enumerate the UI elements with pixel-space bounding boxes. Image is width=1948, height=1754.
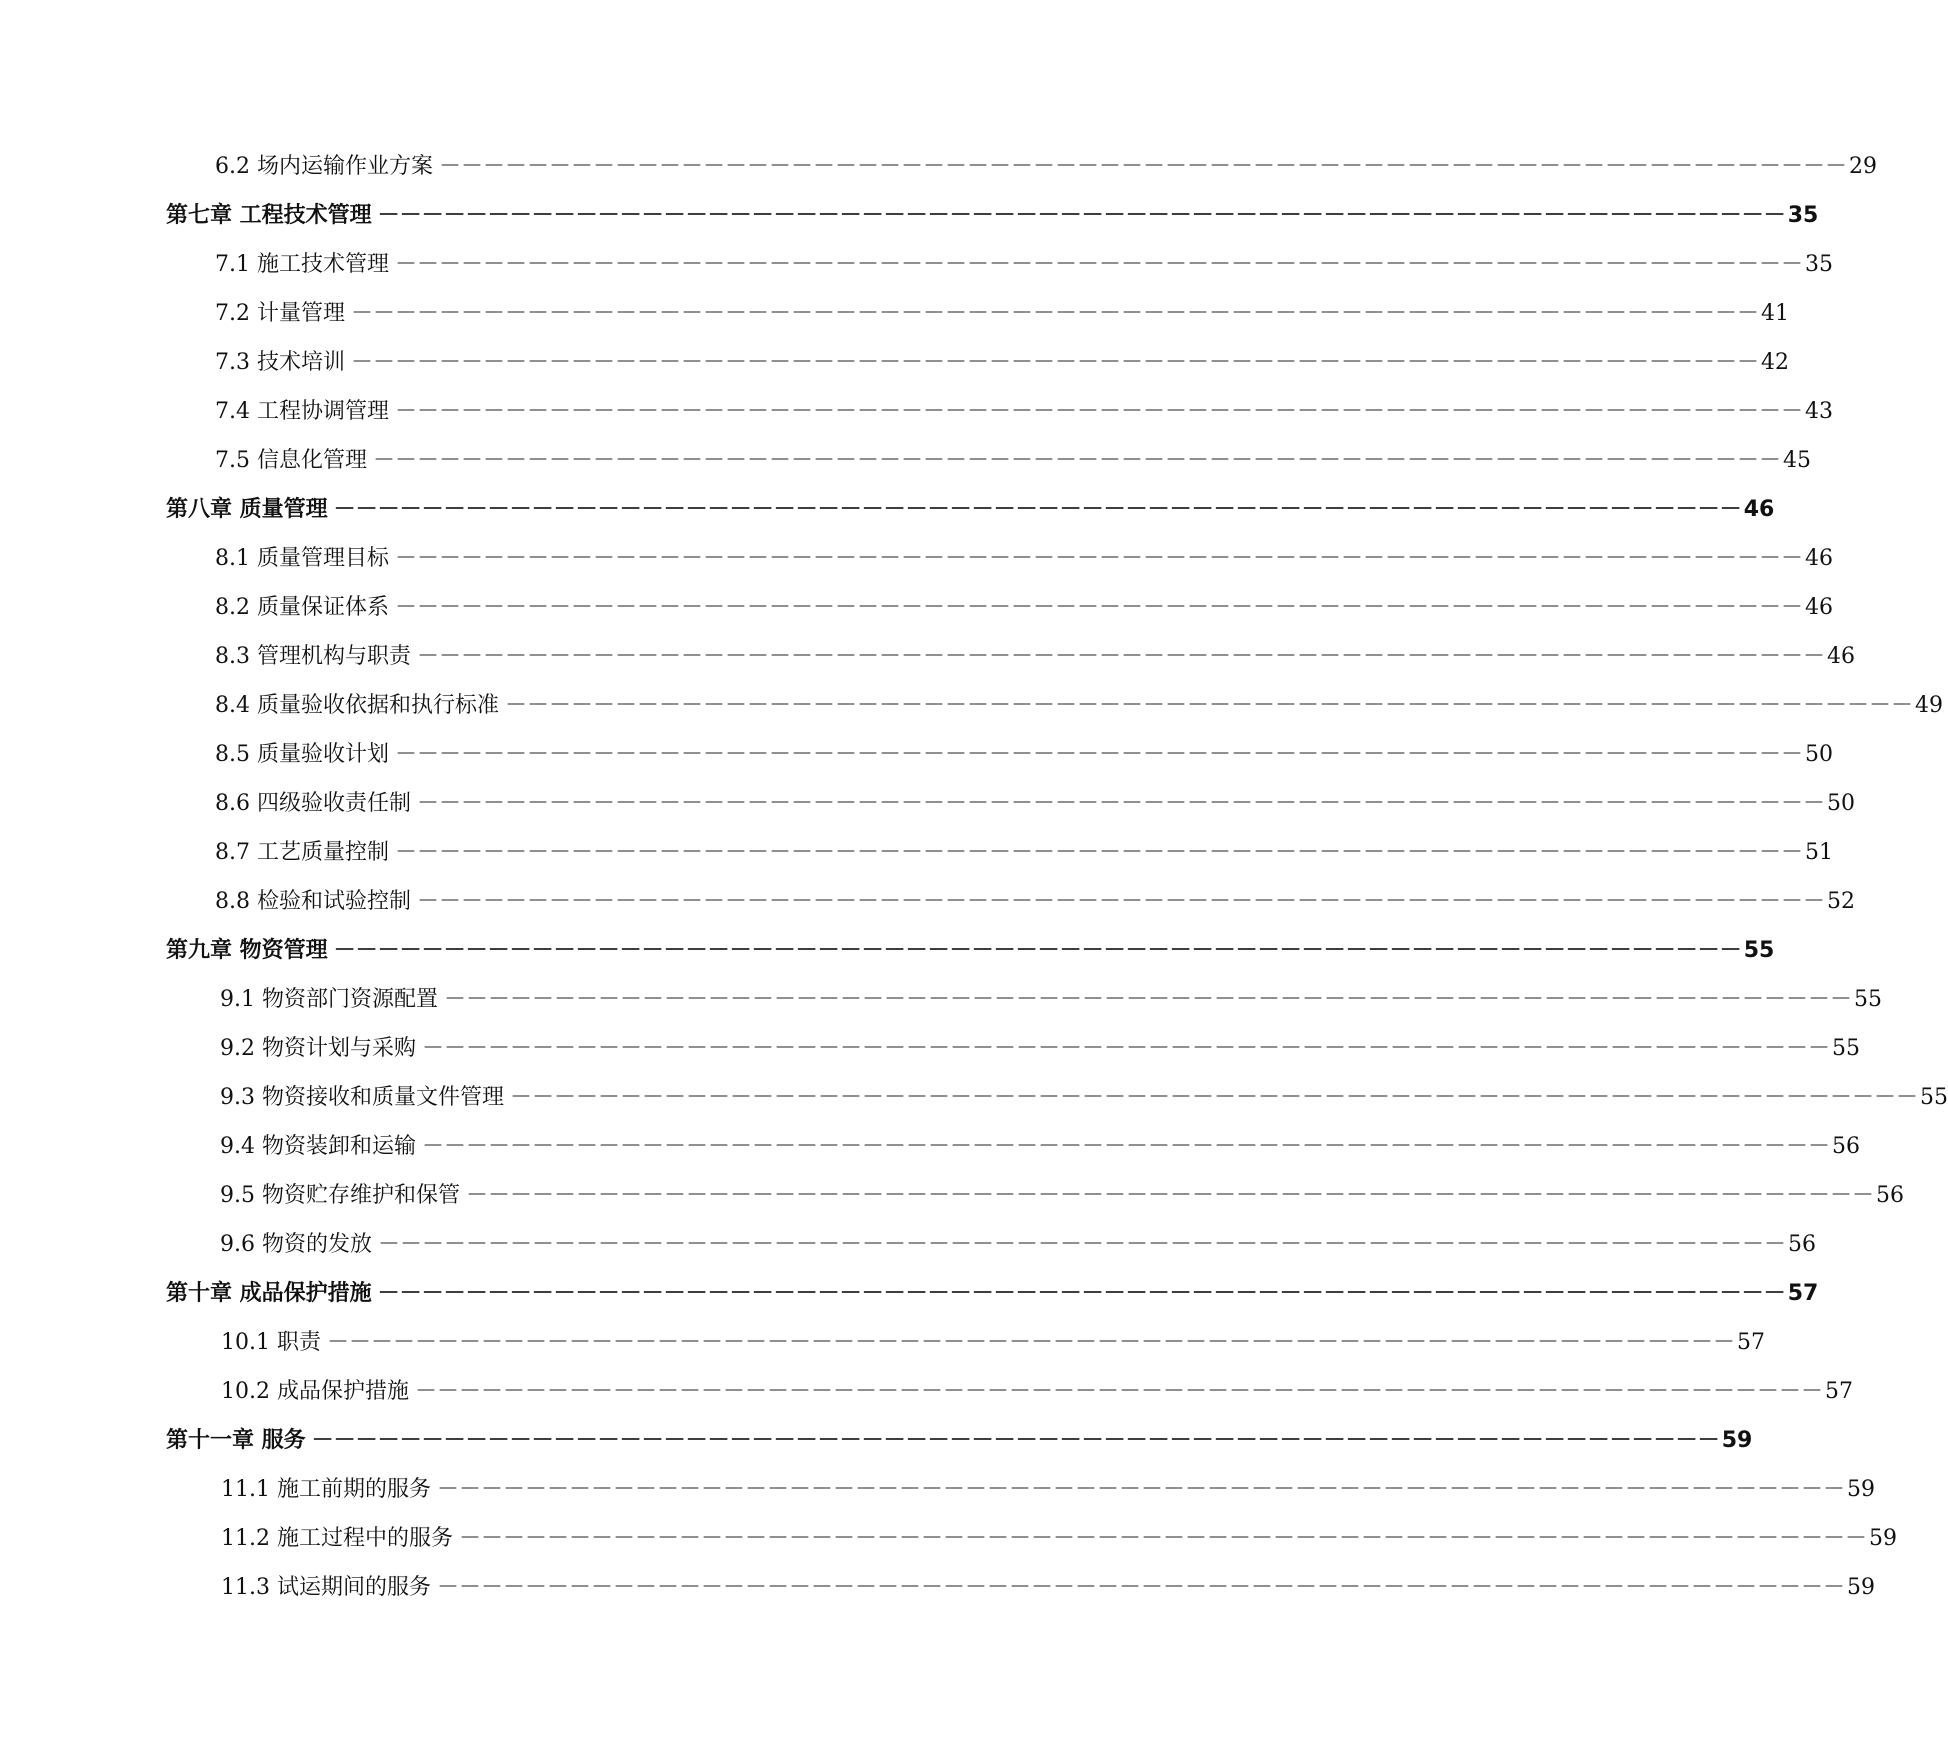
toc-leader: －－－－－－－－－－－－－－－－－－－－－－－－－－－－－－－－－－－－－－－－－－－－－－－－－－－－－－－－－－－－－－－－	[443, 986, 1852, 1012]
toc-leader: －－－－－－－－－－－－－－－－－－－－－－－－－－－－－－－－－－－－－－－－－－－－－－－－－－－－－－－－－－－－－－－－	[436, 1574, 1845, 1600]
toc-entry-page: 59	[1869, 1525, 1897, 1551]
toc-leader: －－－－－－－－－－－－－－－－－－－－－－－－－－－－－－－－－－－－－－－－－－－－－－－－－－－－－－－－－－－－－－－－	[377, 1280, 1786, 1306]
toc-leader: －－－－－－－－－－－－－－－－－－－－－－－－－－－－－－－－－－－－－－－－－－－－－－－－－－－－－－－－－－－－－－－－	[421, 1133, 1830, 1159]
toc-entry[interactable]	[0, 583, 1833, 632]
toc-leader: －－－－－－－－－－－－－－－－－－－－－－－－－－－－－－－－－－－－－－－－－－－－－－－－－－－－－－－－－－－－－－－－	[333, 937, 1742, 963]
toc-entry-page: 46	[1805, 545, 1833, 571]
toc-leader: －－－－－－－－－－－－－－－－－－－－－－－－－－－－－－－－－－－－－－－－－－－－－－－－－－－－－－－－－－－－－－－－	[416, 643, 1825, 669]
toc-entry-page: 57	[1737, 1329, 1765, 1355]
toc-entry-page: 43	[1805, 398, 1833, 424]
toc-entry[interactable]	[0, 1465, 1875, 1514]
toc-entry-page: 50	[1805, 741, 1833, 767]
toc-chapter-title: 第七章 工程技术管理	[166, 202, 372, 228]
toc-chapter-title: 第十章 成品保护措施	[166, 1280, 372, 1306]
toc-leader: －－－－－－－－－－－－－－－－－－－－－－－－－－－－－－－－－－－－－－－－－－－－－－－－－－－－－－－－－－－－－－－－	[414, 1378, 1823, 1404]
toc-entry-page: 59	[1847, 1574, 1875, 1600]
toc-entry[interactable]	[0, 142, 1877, 191]
toc-entry[interactable]	[0, 240, 1833, 289]
toc-chapter-page: 46	[1743, 496, 1775, 522]
toc-entry-page: 52	[1827, 888, 1855, 914]
toc-entry-page: 56	[1876, 1182, 1904, 1208]
toc-chapter-title: 第十一章 服务	[166, 1427, 306, 1453]
toc-entry-title: 10.2 成品保护措施	[221, 1378, 409, 1404]
toc-entry-page: 55	[1854, 986, 1882, 1012]
toc-entry-title: 9.2 物资计划与采购	[220, 1035, 416, 1061]
toc-leader: －－－－－－－－－－－－－－－－－－－－－－－－－－－－－－－－－－－－－－－－－－－－－－－－－－－－－－－－－－－－－－－－	[509, 1084, 1918, 1110]
toc-entry-page: 35	[1805, 251, 1833, 277]
toc-entry[interactable]	[0, 387, 1833, 436]
toc-chapter-page: 35	[1787, 202, 1819, 228]
toc-entry-page: 50	[1827, 790, 1855, 816]
toc-entry-page: 41	[1761, 300, 1789, 326]
toc-entry[interactable]	[0, 877, 1855, 926]
toc-entry-title: 8.6 四级验收责任制	[215, 790, 411, 816]
toc-leader: －－－－－－－－－－－－－－－－－－－－－－－－－－－－－－－－－－－－－－－－－－－－－－－－－－－－－－－－－－－－－－－－	[465, 1182, 1874, 1208]
toc-entry[interactable]	[0, 779, 1855, 828]
toc-leader: －－－－－－－－－－－－－－－－－－－－－－－－－－－－－－－－－－－－－－－－－－－－－－－－－－－－－－－－－－－－－－－－	[350, 300, 1759, 326]
toc-entry[interactable]	[0, 975, 1882, 1024]
toc-leader: －－－－－－－－－－－－－－－－－－－－－－－－－－－－－－－－－－－－－－－－－－－－－－－－－－－－－－－－－－－－－－－－	[438, 153, 1847, 179]
toc-entry-title: 8.1 质量管理目标	[215, 545, 389, 571]
toc-leader: －－－－－－－－－－－－－－－－－－－－－－－－－－－－－－－－－－－－－－－－－－－－－－－－－－－－－－－－－－－－－－－－	[394, 594, 1803, 620]
toc-entry-title: 9.5 物资贮存维护和保管	[220, 1182, 460, 1208]
toc-entry-page: 55	[1920, 1084, 1948, 1110]
toc-entry[interactable]	[0, 730, 1833, 779]
toc-leader: －－－－－－－－－－－－－－－－－－－－－－－－－－－－－－－－－－－－－－－－－－－－－－－－－－－－－－－－－－－－－－－－	[394, 545, 1803, 571]
toc-entry-title: 6.2 场内运输作业方案	[215, 153, 433, 179]
toc-entry[interactable]	[0, 436, 1811, 485]
toc-entry-title: 7.1 施工技术管理	[215, 251, 389, 277]
toc-leader: －－－－－－－－－－－－－－－－－－－－－－－－－－－－－－－－－－－－－－－－－－－－－－－－－－－－－－－－－－－－－－－－	[311, 1427, 1720, 1453]
toc-leader: －－－－－－－－－－－－－－－－－－－－－－－－－－－－－－－－－－－－－－－－－－－－－－－－－－－－－－－－－－－－－－－－	[504, 692, 1913, 718]
toc-leader: －－－－－－－－－－－－－－－－－－－－－－－－－－－－－－－－－－－－－－－－－－－－－－－－－－－－－－－－－－－－－－－－	[458, 1525, 1867, 1551]
toc-entry-page: 46	[1827, 643, 1855, 669]
toc-entry-page: 57	[1825, 1378, 1853, 1404]
toc-entry-title: 11.2 施工过程中的服务	[221, 1525, 453, 1551]
toc-chapter[interactable]	[0, 485, 1775, 534]
toc-entry-title: 9.6 物资的发放	[220, 1231, 372, 1257]
toc-chapter-page: 59	[1721, 1427, 1753, 1453]
toc-leader: －－－－－－－－－－－－－－－－－－－－－－－－－－－－－－－－－－－－－－－－－－－－－－－－－－－－－－－－－－－－－－－－	[394, 251, 1803, 277]
toc-entry-title: 11.3 试运期间的服务	[221, 1574, 431, 1600]
toc-entry-title: 7.3 技术培训	[215, 349, 345, 375]
toc-entry-page: 45	[1783, 447, 1811, 473]
toc-entry-page: 42	[1761, 349, 1789, 375]
toc-entry-page: 49	[1915, 692, 1943, 718]
toc-leader: －－－－－－－－－－－－－－－－－－－－－－－－－－－－－－－－－－－－－－－－－－－－－－－－－－－－－－－－－－－－－－－－	[326, 1329, 1735, 1355]
toc-chapter[interactable]	[0, 1416, 1753, 1465]
toc-entry[interactable]	[0, 534, 1833, 583]
toc-chapter-title: 第八章 质量管理	[166, 496, 328, 522]
toc-entry[interactable]	[0, 289, 1789, 338]
toc-entry-title: 9.3 物资接收和质量文件管理	[220, 1084, 504, 1110]
toc-entry-title: 7.4 工程协调管理	[215, 398, 389, 424]
toc-entry-title: 8.5 质量验收计划	[215, 741, 389, 767]
toc-entry[interactable]	[0, 1514, 1897, 1563]
toc-leader: －－－－－－－－－－－－－－－－－－－－－－－－－－－－－－－－－－－－－－－－－－－－－－－－－－－－－－－－－－－－－－－－	[394, 398, 1803, 424]
toc-entry[interactable]	[0, 1220, 1816, 1269]
toc-entry[interactable]	[0, 1318, 1765, 1367]
toc-leader: －－－－－－－－－－－－－－－－－－－－－－－－－－－－－－－－－－－－－－－－－－－－－－－－－－－－－－－－－－－－－－－－	[350, 349, 1759, 375]
toc-leader: －－－－－－－－－－－－－－－－－－－－－－－－－－－－－－－－－－－－－－－－－－－－－－－－－－－－－－－－－－－－－－－－	[377, 1231, 1786, 1257]
toc-entry-title: 9.1 物资部门资源配置	[220, 986, 438, 1012]
toc-chapter[interactable]	[0, 191, 1819, 240]
toc-entry-title: 8.7 工艺质量控制	[215, 839, 389, 865]
toc-entry-title: 9.4 物资装卸和运输	[220, 1133, 416, 1159]
toc-entry[interactable]	[0, 1171, 1904, 1220]
toc-leader: －－－－－－－－－－－－－－－－－－－－－－－－－－－－－－－－－－－－－－－－－－－－－－－－－－－－－－－－－－－－－－－－	[416, 888, 1825, 914]
toc-entry-page: 51	[1805, 839, 1833, 865]
toc-leader: －－－－－－－－－－－－－－－－－－－－－－－－－－－－－－－－－－－－－－－－－－－－－－－－－－－－－－－－－－－－－－－－	[394, 839, 1803, 865]
toc-entry[interactable]	[0, 1563, 1875, 1612]
toc-chapter-page: 55	[1743, 937, 1775, 963]
toc-entry-page: 56	[1788, 1231, 1816, 1257]
toc-entry-page: 46	[1805, 594, 1833, 620]
toc-entry-page: 56	[1832, 1133, 1860, 1159]
toc-entry-title: 8.8 检验和试验控制	[215, 888, 411, 914]
toc-chapter-page: 57	[1787, 1280, 1819, 1306]
toc-leader: －－－－－－－－－－－－－－－－－－－－－－－－－－－－－－－－－－－－－－－－－－－－－－－－－－－－－－－－－－－－－－－－	[436, 1476, 1845, 1502]
toc-leader: －－－－－－－－－－－－－－－－－－－－－－－－－－－－－－－－－－－－－－－－－－－－－－－－－－－－－－－－－－－－－－－－	[394, 741, 1803, 767]
toc-entry[interactable]	[0, 338, 1789, 387]
toc-entry[interactable]	[0, 1024, 1860, 1073]
toc-entry-page: 29	[1849, 153, 1877, 179]
toc-entry-title: 7.5 信息化管理	[215, 447, 367, 473]
toc-chapter-title: 第九章 物资管理	[166, 937, 328, 963]
toc-entry-title: 8.2 质量保证体系	[215, 594, 389, 620]
table-of-contents	[0, 142, 1948, 1612]
toc-entry[interactable]	[0, 828, 1833, 877]
toc-entry-title: 10.1 职责	[221, 1329, 321, 1355]
toc-entry[interactable]	[0, 1367, 1853, 1416]
toc-entry-title: 8.4 质量验收依据和执行标准	[215, 692, 499, 718]
toc-entry[interactable]	[0, 1122, 1860, 1171]
toc-entry[interactable]	[0, 632, 1855, 681]
toc-leader: －－－－－－－－－－－－－－－－－－－－－－－－－－－－－－－－－－－－－－－－－－－－－－－－－－－－－－－－－－－－－－－－	[421, 1035, 1830, 1061]
toc-leader: －－－－－－－－－－－－－－－－－－－－－－－－－－－－－－－－－－－－－－－－－－－－－－－－－－－－－－－－－－－－－－－－	[377, 202, 1786, 228]
toc-entry[interactable]	[0, 681, 1943, 730]
toc-entry[interactable]	[0, 1073, 1948, 1122]
toc-chapter[interactable]	[0, 926, 1775, 975]
toc-chapter[interactable]	[0, 1269, 1819, 1318]
toc-entry-title: 7.2 计量管理	[215, 300, 345, 326]
toc-leader: －－－－－－－－－－－－－－－－－－－－－－－－－－－－－－－－－－－－－－－－－－－－－－－－－－－－－－－－－－－－－－－－	[372, 447, 1781, 473]
toc-entry-page: 55	[1832, 1035, 1860, 1061]
toc-entry-page: 59	[1847, 1476, 1875, 1502]
toc-leader: －－－－－－－－－－－－－－－－－－－－－－－－－－－－－－－－－－－－－－－－－－－－－－－－－－－－－－－－－－－－－－－－	[416, 790, 1825, 816]
toc-leader: －－－－－－－－－－－－－－－－－－－－－－－－－－－－－－－－－－－－－－－－－－－－－－－－－－－－－－－－－－－－－－－－	[333, 496, 1742, 522]
toc-entry-title: 8.3 管理机构与职责	[215, 643, 411, 669]
toc-entry-title: 11.1 施工前期的服务	[221, 1476, 431, 1502]
